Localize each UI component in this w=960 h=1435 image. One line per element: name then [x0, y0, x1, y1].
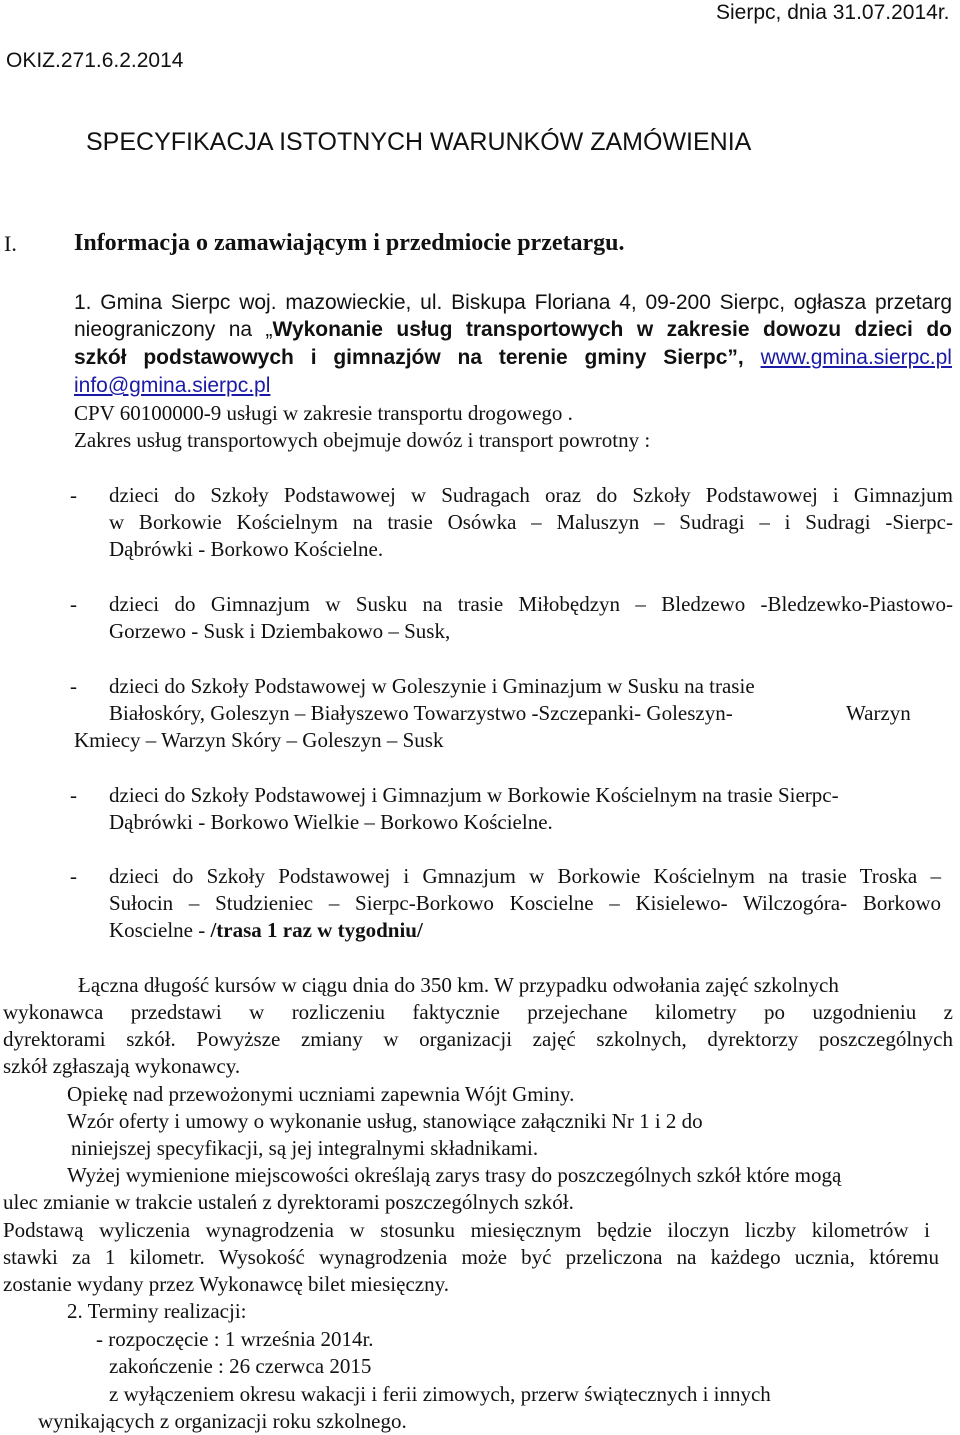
route-4-line-1: dzieci do Szkoły Podstawowej i Gimnazjum w Borkowie Kościelnym na trasie Sierpc- [109, 783, 839, 807]
body-p1-line-2: wykonawca przedstawi w rozliczeniu faktycznie przejechane kilometry po uzgodnieniu z [3, 1000, 953, 1024]
body-p4-line-1: Wyżej wymienione miejscowości określają zarys trasy do poszczególnych szkół które mogą [67, 1163, 842, 1187]
route-4-dash: - [70, 783, 77, 807]
route-3-line-2: Białoskóry, Goleszyn – Białyszewo Towarzystwo -Szczepanki- Goleszyn- [109, 701, 733, 725]
section-numeral: I. [4, 231, 17, 256]
place-and-date: Sierpc, dnia 31.07.2014r. [716, 1, 950, 24]
section-heading: Informacja o zamawiającym i przedmiocie przetargu. [74, 230, 625, 256]
route-4-line-2: Dąbrówki - Borkowo Wielkie – Borkowo Kościelne. [109, 810, 553, 834]
route-2-line-2: Gorzewo - Susk i Dziembakowo – Susk, [109, 619, 451, 643]
cpv-code: CPV 60100000-9 usługi w zakresie transportu drogowego . [74, 401, 573, 425]
body-p1-line-3: dyrektorami szkół. Powyższe zmiany w organizacji zajęć szkolnych, dyrektorzy poszczególnych [3, 1027, 953, 1051]
reference-number: OKIZ.271.6.2.2014 [6, 49, 184, 72]
route-3-dash: - [70, 674, 77, 698]
route-5-line-2: Sułocin – Studzieniec – Sierpc-Borkowo Koscielne – Kisielewo- Wilczogóra- Borkowo [109, 891, 941, 915]
terms-exception-line-2: wynikających z organizacji roku szkolnego. [38, 1409, 407, 1433]
website-link[interactable]: www.gmina.sierpc.pl [760, 346, 952, 369]
route-5-frequency: /trasa 1 raz w tygodniu/ [210, 918, 423, 942]
route-1-line-3: Dąbrówki - Borkowo Kościelne. [109, 537, 384, 561]
body-p5-line-3: zostanie wydany przez Wykonawcę bilet miesięczny. [3, 1272, 449, 1296]
route-2-line-1: dzieci do Gimnazjum w Susku na trasie Miłobędzyn – Bledzewo -Bledzewko-Piastowo- [109, 592, 953, 616]
email-link[interactable]: info@gmina.sierpc.pl [74, 374, 271, 397]
route-3-line-2-end: Warzyn [846, 701, 911, 725]
route-1-line-2: w Borkowie Kościelnym na trasie Osówka – Maluszyn – Sudragi – i Sudragi -Sierpc- [109, 510, 953, 534]
intro-line-1: 1. Gmina Sierpc woj. mazowieckie, ul. Biskupa Floriana 4, 09-200 Sierpc, ogłasza przetarg [74, 291, 952, 314]
intro-line-4 [74, 372, 270, 399]
body-p3-line-2: niniejszej specyfikacji, są jej integralnymi składnikami. [71, 1136, 539, 1160]
route-1-dash: - [70, 483, 77, 507]
terms-end: zakończenie : 26 czerwca 2015 [109, 1354, 372, 1378]
body-p5-line-1: Podstawą wyliczenia wynagrodzenia w stosunku miesięcznym będzie iloczyn liczby kilometrów i [3, 1218, 930, 1242]
route-5-dash: - [70, 864, 77, 888]
contract-subject: Wykonanie usług transportowych w zakresie dowozu dzieci do [272, 318, 952, 341]
intro-line-3: szkół podstawowych i gimnazjów na terenie gminy Sierpc”, www.gmina.sierpc.pl [74, 346, 952, 369]
intro-line-2: nieograniczony na „Wykonanie usług transportowych w zakresie dowozu dzieci do [74, 318, 952, 341]
route-5-line-3: Koscielne - /trasa 1 raz w tygodniu/ [109, 918, 423, 942]
document-title: SPECYFIKACJA ISTOTNYCH WARUNKÓW ZAMÓWIENIA [86, 128, 752, 156]
route-3-line-3: Kmiecy – Warzyn Skóry – Goleszyn – Susk [74, 728, 444, 752]
body-p3-line-1: Wzór oferty i umowy o wykonanie usług, stanowiące załączniki Nr 1 i 2 do [67, 1109, 703, 1133]
body-p1-line-1: Łączna długość kursów w ciągu dnia do 350 km. W przypadku odwołania zajęć szkolnych [78, 973, 839, 997]
body-p2: Opiekę nad przewożonymi uczniami zapewnia Wójt Gminy. [67, 1082, 575, 1106]
route-1-line-1: dzieci do Szkoły Podstawowej w Sudragach oraz do Szkoły Podstawowej i Gimnazjum [109, 483, 953, 507]
terms-start: - rozpoczęcie : 1 września 2014r. [96, 1327, 374, 1351]
body-p5-line-2: stawki za 1 kilometr. Wysokość wynagrodzenia może być przeliczona na każdego ucznia, któremu [3, 1245, 939, 1269]
scope-statement: Zakres usług transportowych obejmuje dowóz i transport powrotny : [74, 428, 651, 452]
terms-exception-line-1: z wyłączeniem okresu wakacji i ferii zimowych, przerw świątecznych i innych [109, 1382, 771, 1406]
route-3-line-1: dzieci do Szkoły Podstawowej w Goleszynie i Gminazjum w Susku na trasie [109, 674, 755, 698]
body-p1-line-4: szkół zgłaszają wykonawcy. [3, 1054, 241, 1078]
terms-heading: 2. Terminy realizacji: [67, 1299, 247, 1323]
route-5-line-1: dzieci do Szkoły Podstawowej i Gmnazjum w Borkowie Kościelnym na trasie Troska – [109, 864, 941, 888]
route-2-dash: - [70, 592, 77, 616]
body-p4-line-2: ulec zmianie w trakcie ustaleń z dyrektorami poszczególnych szkół. [3, 1190, 574, 1214]
